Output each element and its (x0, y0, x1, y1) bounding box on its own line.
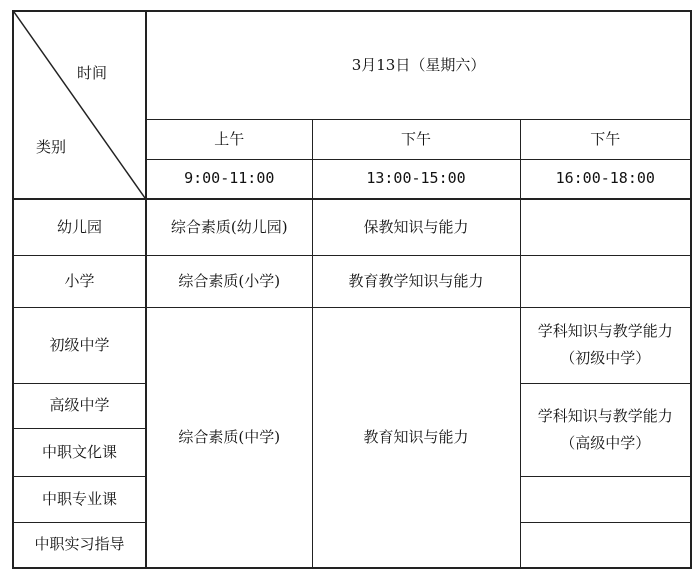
cell-secondary-session1: 综合素质(中学) (146, 307, 312, 568)
category-junior-middle: 初级中学 (13, 307, 146, 383)
cell-vocational-major-session3 (520, 476, 691, 522)
session-time-1: 9:00-11:00 (146, 159, 312, 199)
session-time-2: 13:00-15:00 (312, 159, 520, 199)
cell-vocational-practice-session3 (520, 522, 691, 568)
exam-schedule-table (12, 10, 692, 569)
corner-header-cell (13, 11, 146, 199)
cell-primary-session2: 教育教学知识与能力 (312, 255, 520, 307)
corner-time-label: 时间 (76, 64, 107, 82)
cell-kindergarten-session3 (520, 199, 691, 255)
junior-subject-line: 学科知识与教学能力 (537, 322, 673, 341)
category-vocational-practice: 中职实习指导 (13, 522, 146, 568)
senior-level-line: （高级中学） (560, 433, 651, 452)
category-vocational-major: 中职专业课 (13, 476, 146, 522)
diagonal-divider (14, 12, 145, 198)
cell-junior-session3 (520, 307, 691, 383)
session-label-3: 下午 (520, 119, 691, 159)
category-senior-high: 高级中学 (13, 383, 146, 428)
category-kindergarten: 幼儿园 (13, 199, 146, 255)
category-primary: 小学 (13, 255, 146, 307)
session-label-2: 下午 (312, 119, 520, 159)
junior-level-line: （初级中学） (560, 349, 651, 367)
session-label-1: 上午 (146, 119, 312, 159)
senior-subject-line: 学科知识与教学能力 (537, 406, 673, 425)
cell-kindergarten-session2: 保教知识与能力 (312, 199, 520, 255)
cell-primary-session1: 综合素质(小学) (146, 255, 312, 307)
corner-category-label: 类别 (36, 138, 67, 156)
category-vocational-culture: 中职文化课 (13, 428, 146, 476)
session-time-3: 16:00-18:00 (520, 159, 691, 199)
date-header: 3月13日（星期六） (146, 11, 691, 119)
cell-secondary-session2: 教育知识与能力 (312, 307, 520, 568)
cell-senior-session3 (520, 383, 691, 476)
cell-primary-session3 (520, 255, 691, 307)
cell-kindergarten-session1: 综合素质(幼儿园) (146, 199, 312, 255)
